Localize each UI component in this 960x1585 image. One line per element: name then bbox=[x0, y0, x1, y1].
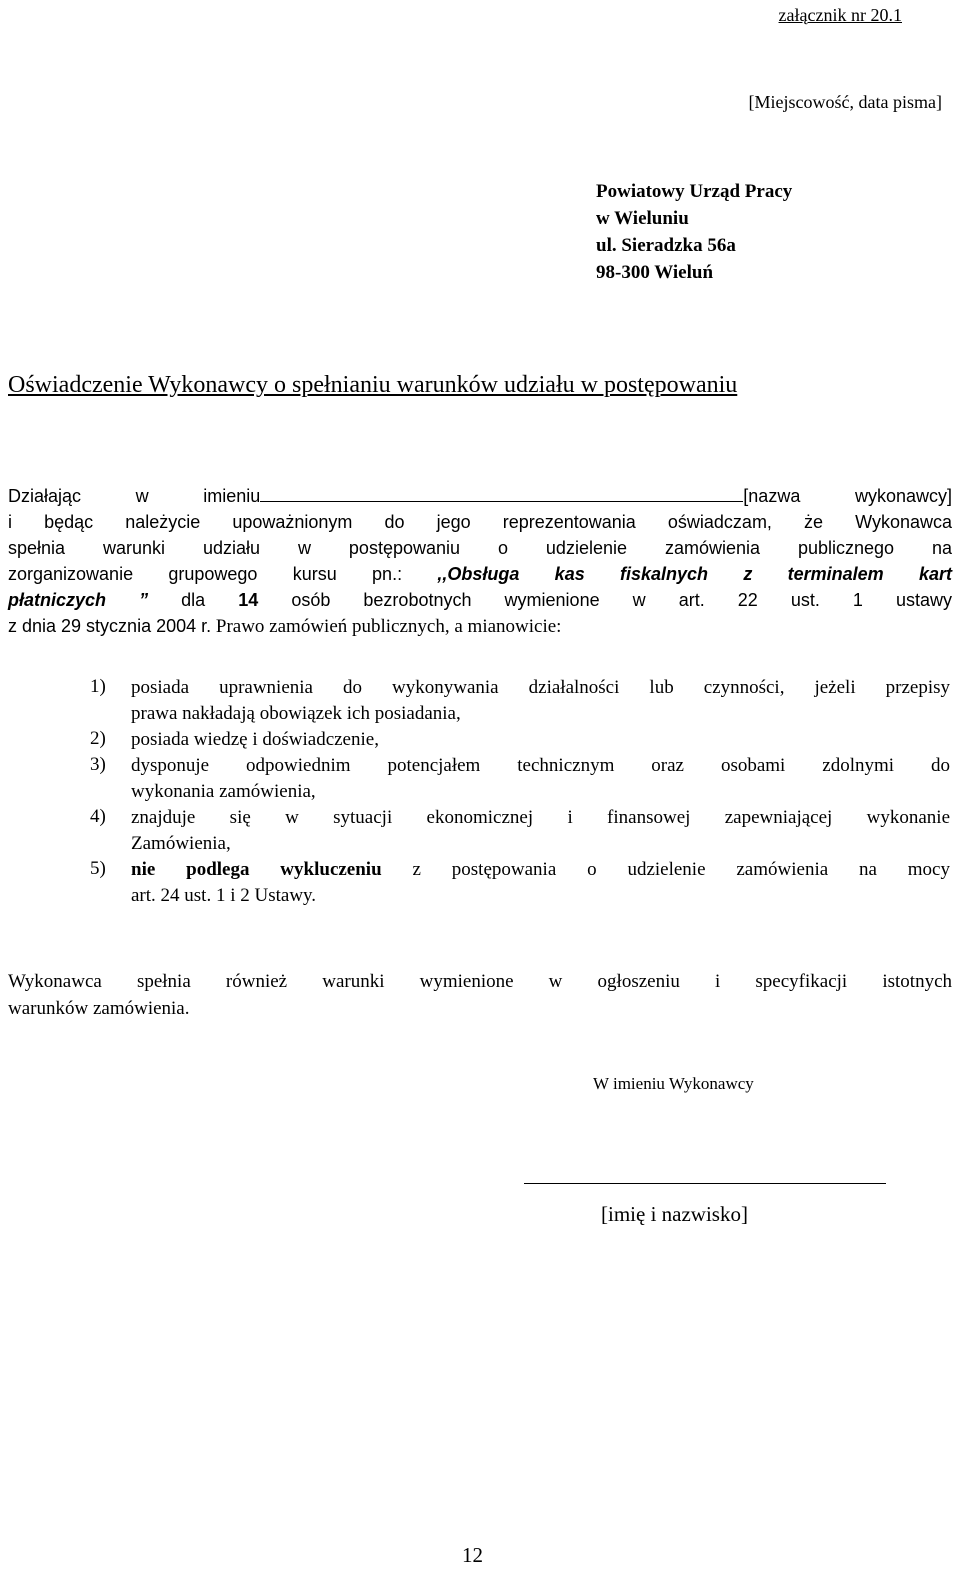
text-fragment: osób bezrobotnych wymienione w art. 22 ust. 1 ustawy bbox=[258, 590, 952, 610]
addressee-block bbox=[596, 178, 792, 286]
item-number: 3) bbox=[90, 754, 106, 775]
declaration-line: i będąc należycie upoważnionym do jego reprezentowania oświadczam, że Wykonawca bbox=[8, 512, 952, 532]
list-item bbox=[90, 805, 950, 857]
addressee-office: Powiatowy Urząd Pracy bbox=[596, 181, 793, 202]
closing-line: Wykonawca spełnia również warunki wymienione w ogłoszeniu i specyfikacji istotnych bbox=[8, 971, 952, 992]
addressee-city: w Wieluniu bbox=[596, 208, 689, 229]
declaration-line: spełnia warunki udziału w postępowaniu o udzielenie zamówienia publicznego na bbox=[8, 538, 952, 558]
contractor-name-blank bbox=[260, 483, 743, 502]
conditions-list bbox=[90, 675, 950, 909]
signature-label: W imieniu Wykonawcy bbox=[593, 1074, 754, 1093]
list-item bbox=[90, 675, 950, 727]
list-item bbox=[90, 857, 950, 909]
item-text: wykonania zamówienia, bbox=[131, 781, 316, 802]
item-text: posiada uprawnienia do wykonywania działalności lub czynności, jeżeli przepisy bbox=[131, 677, 950, 698]
signature-caption: [imię i nazwisko] bbox=[601, 1202, 748, 1226]
closing-line: warunków zamówienia. bbox=[8, 998, 190, 1019]
item-text: znajduje się w sytuacji ekonomicznej i finansowej zapewniającej wykonanie bbox=[131, 807, 950, 828]
declaration-line bbox=[8, 561, 952, 587]
item-text: art. 24 ust. 1 i 2 Ustawy. bbox=[131, 885, 317, 906]
list-item bbox=[90, 727, 950, 753]
exclusion-emphasis: nie podlega wykluczeniu bbox=[131, 859, 382, 880]
page-number: 12 bbox=[462, 1543, 483, 1567]
item-number: 2) bbox=[90, 728, 106, 749]
declaration-line bbox=[8, 587, 952, 613]
attachment-label: załącznik nr 20.1 bbox=[778, 5, 902, 25]
list-item bbox=[90, 753, 950, 805]
declaration-paragraph bbox=[8, 483, 952, 639]
item-number: 1) bbox=[90, 676, 106, 697]
declaration-line bbox=[8, 613, 952, 639]
item-number: 4) bbox=[90, 806, 106, 827]
acting-on-behalf-text: Działając w imieniu bbox=[8, 486, 261, 506]
contractor-name-placeholder: [nazwa wykonawcy] bbox=[743, 486, 952, 506]
item-number: 5) bbox=[90, 858, 106, 879]
item-text bbox=[131, 857, 950, 883]
text-fragment: z postępowania o udzielenie zamówienia na mocy bbox=[381, 859, 950, 880]
addressee-postcode: 98-300 Wieluń bbox=[596, 262, 714, 283]
item-text: Zamówienia, bbox=[131, 833, 231, 854]
item-text: posiada wiedzę i doświadczenie, bbox=[131, 729, 379, 750]
course-intro-text: zorganizowanie grupowego kursu pn.: bbox=[8, 564, 403, 584]
act-name-text: Prawo zamówień publicznych, a mianowicie: bbox=[211, 616, 562, 637]
place-date-placeholder: [Miejscowość, data pisma] bbox=[748, 92, 942, 112]
course-name-text: ,,Obsługa kas fiskalnych z terminalem kart bbox=[402, 564, 952, 584]
closing-paragraph bbox=[8, 968, 952, 1022]
text-fragment: dla bbox=[148, 590, 239, 610]
signature-line bbox=[524, 1183, 886, 1184]
act-date-text: z dnia 29 stycznia 2004 r. bbox=[8, 616, 212, 636]
participants-count: 14 bbox=[238, 590, 259, 610]
declaration-line bbox=[8, 483, 952, 509]
item-text: dysponuje odpowiednim potencjałem technicznym oraz osobami zdolnymi do bbox=[131, 755, 950, 776]
addressee-street: ul. Sieradzka 56a bbox=[596, 235, 736, 256]
document-title: Oświadczenie Wykonawcy o spełnianiu warunków udziału w postępowaniu bbox=[8, 372, 738, 398]
item-text: prawa nakładają obowiązek ich posiadania, bbox=[131, 703, 461, 724]
course-name-text-cont: płatniczych ” bbox=[8, 590, 149, 610]
